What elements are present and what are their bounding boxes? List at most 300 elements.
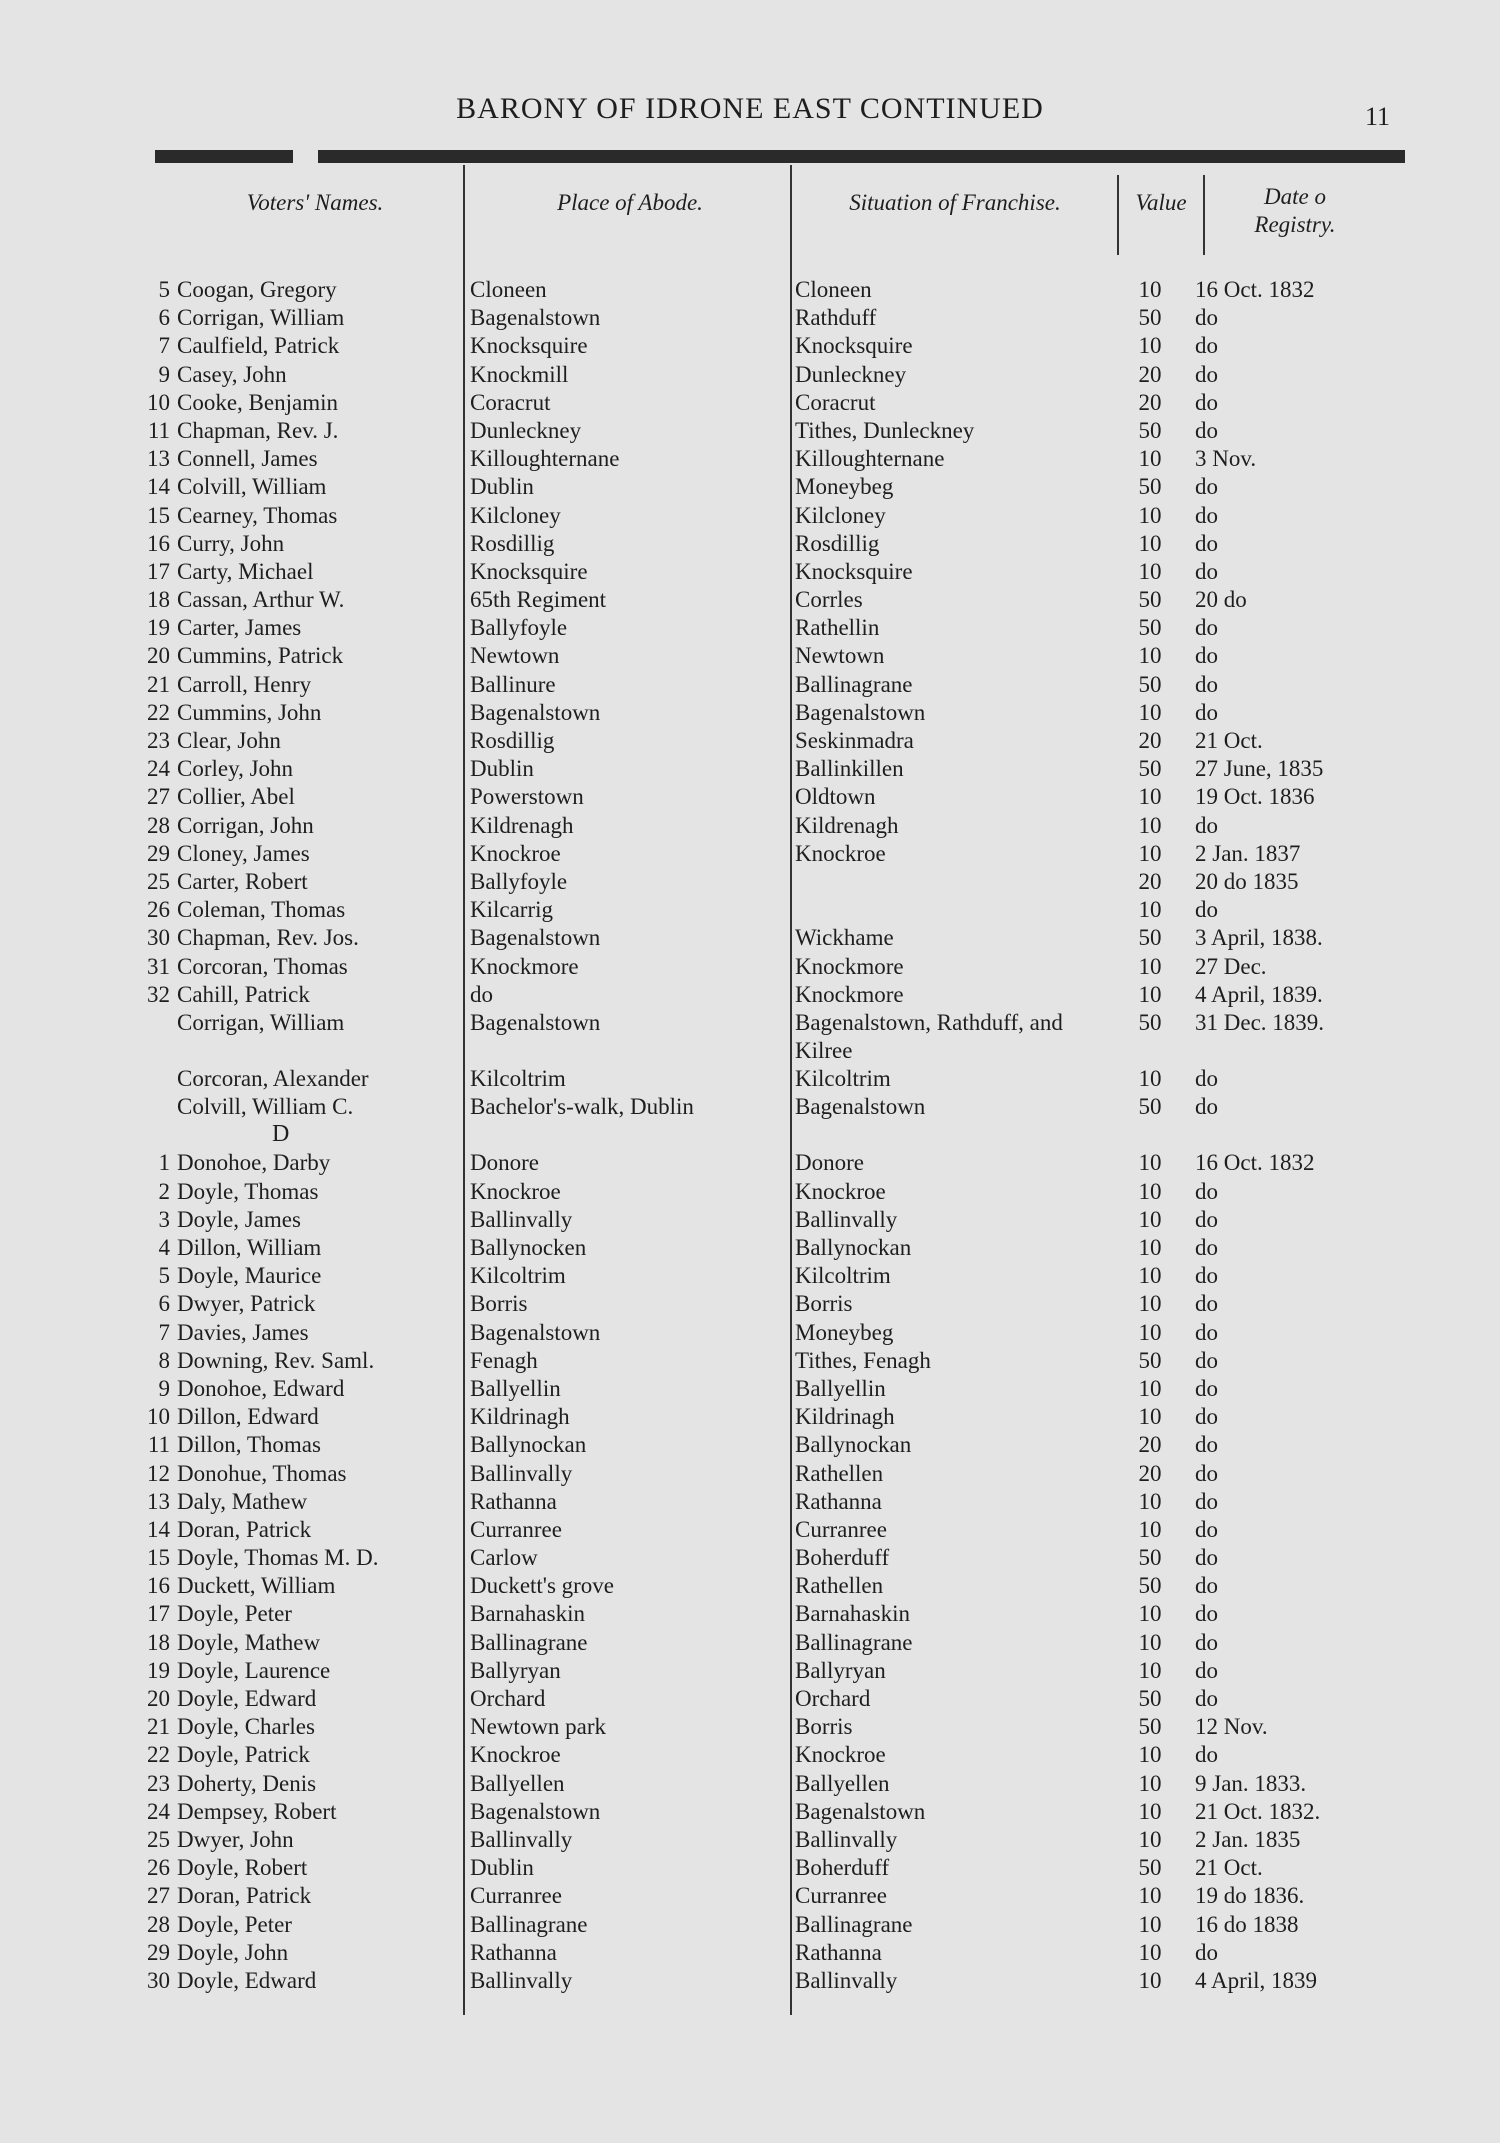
voter-name: Corrigan, John <box>177 812 314 838</box>
place-of-abode: 65th Regiment <box>470 587 607 613</box>
date-of-registry: do <box>1195 530 1218 556</box>
franchise-value: 10 <box>1138 897 1162 923</box>
date-of-registry: do <box>1195 1206 1218 1232</box>
situation-of-franchise: Rathanna <box>795 1939 882 1965</box>
place-of-abode: Knockroe <box>470 1178 561 1204</box>
place-of-abode: Rathanna <box>470 1939 557 1965</box>
header-date-line1: Date o <box>1264 184 1326 209</box>
place-of-abode: Ballinvally <box>470 1460 573 1486</box>
voter-name: Colvill, William <box>177 474 327 500</box>
franchise-value: 50 <box>1138 1094 1162 1120</box>
situation-of-franchise: Ballinvally <box>795 1206 898 1232</box>
voter-name: Colvill, William C. <box>177 1094 354 1120</box>
franchise-value: 10 <box>1138 1178 1162 1204</box>
date-of-registry: do <box>1195 1686 1218 1711</box>
voter-name: Casey, John <box>177 361 287 387</box>
date-of-registry: do <box>1195 1404 1218 1430</box>
place-of-abode: Ballinagrane <box>470 1911 588 1937</box>
place-of-abode: Dublin <box>470 474 534 500</box>
franchise-value: 20 <box>1138 361 1162 387</box>
table-row <box>0 783 1500 811</box>
voter-name: Doyle, Maurice <box>177 1263 322 1289</box>
table-row <box>0 1741 1500 1769</box>
franchise-value: 20 <box>1138 868 1162 894</box>
franchise-value: 50 <box>1138 474 1162 500</box>
table-row <box>0 953 1500 981</box>
place-of-abode: Knockmore <box>470 953 579 979</box>
voter-name: Carter, Robert <box>177 868 308 894</box>
situation-of-franchise: Kildrenagh <box>795 812 899 838</box>
table-row <box>0 755 1500 783</box>
place-of-abode: Ballyryan <box>470 1657 561 1683</box>
situation-of-franchise: Ballinagrane <box>795 671 913 697</box>
place-of-abode: Rathanna <box>470 1488 557 1514</box>
voter-number: 8 <box>158 1347 170 1373</box>
situation-of-franchise: Knockmore <box>795 953 904 979</box>
place-of-abode: Bagenalstown <box>470 1009 601 1035</box>
voter-number: 6 <box>158 1291 170 1317</box>
table-row <box>0 812 1500 840</box>
franchise-value: 10 <box>1138 1770 1162 1796</box>
voter-name: Doyle, Mathew <box>177 1629 321 1655</box>
place-of-abode: Kildrinagh <box>470 1404 570 1430</box>
table-row <box>0 1319 1500 1347</box>
table-row <box>0 502 1500 530</box>
situation-of-franchise: Rosdillig <box>795 530 880 556</box>
table-row <box>0 699 1500 727</box>
situation-of-franchise: Kilcoltrim <box>795 1065 891 1091</box>
voter-number: 18 <box>147 1629 170 1655</box>
section-c-rows <box>0 276 1500 1121</box>
page-number: 11 <box>1365 102 1391 131</box>
table-row <box>0 304 1500 332</box>
franchise-value: 10 <box>1138 1206 1162 1232</box>
date-of-registry: do <box>1195 1432 1218 1458</box>
date-of-registry: 27 June, 1835 <box>1195 756 1324 782</box>
voter-number: 19 <box>147 615 170 641</box>
place-of-abode: Kilcoltrim <box>470 1065 566 1091</box>
voter-number: 14 <box>147 474 170 500</box>
voter-number: 6 <box>158 305 170 331</box>
table-row <box>0 1065 1500 1093</box>
franchise-value: 10 <box>1138 812 1162 838</box>
voter-name: Downing, Rev. Saml. <box>177 1347 375 1373</box>
voter-number: 29 <box>147 1939 170 1965</box>
table-row <box>0 1093 1500 1121</box>
voter-name: Caulfield, Patrick <box>177 333 340 359</box>
date-of-registry: do <box>1195 1460 1218 1486</box>
franchise-value: 10 <box>1138 784 1162 810</box>
franchise-value: 10 <box>1138 840 1162 866</box>
voter-number: 22 <box>147 1742 170 1768</box>
franchise-value: 10 <box>1138 1291 1162 1317</box>
date-of-registry: do <box>1195 812 1218 838</box>
table-row <box>0 1460 1500 1488</box>
voter-number: 24 <box>147 1798 170 1824</box>
voter-number: 23 <box>147 1770 170 1796</box>
table-row <box>0 1009 1500 1065</box>
voter-name: Cummins, John <box>177 699 322 725</box>
voter-name: Dwyer, Patrick <box>177 1291 316 1317</box>
place-of-abode: Bagenalstown <box>470 925 601 951</box>
place-of-abode: Ballyfoyle <box>470 615 568 641</box>
voter-number: 23 <box>147 728 170 753</box>
situation-of-franchise: Bagenalstown <box>795 1094 926 1120</box>
table-row <box>0 1967 1500 1995</box>
date-of-registry: 16 do 1838 <box>1195 1911 1299 1937</box>
voter-number: 26 <box>147 897 170 923</box>
franchise-value: 10 <box>1138 953 1162 979</box>
place-of-abode: Ballinvally <box>470 1967 573 1993</box>
franchise-value: 10 <box>1138 1826 1162 1852</box>
header-value: Value <box>1135 190 1187 215</box>
voter-number: 26 <box>147 1855 170 1881</box>
table-row <box>0 1403 1500 1431</box>
franchise-value: 10 <box>1138 1967 1162 1993</box>
place-of-abode: Curranree <box>470 1883 562 1909</box>
table-row <box>0 1882 1500 1910</box>
voter-name: Cooke, Benjamin <box>177 389 338 415</box>
header-voters-names: Voters' Names. <box>246 190 384 215</box>
voter-name: Doyle, Laurence <box>177 1657 331 1683</box>
date-of-registry: 19 Oct. 1836 <box>1195 784 1315 810</box>
voter-name: Cearney, Thomas <box>177 502 338 528</box>
table-row <box>0 840 1500 868</box>
voter-name: Chapman, Rev. J. <box>177 417 339 443</box>
voter-number: 10 <box>147 389 170 415</box>
situation-of-franchise: Curranree <box>795 1883 887 1909</box>
franchise-value: 50 <box>1138 1686 1162 1711</box>
place-of-abode: Knockroe <box>470 840 561 866</box>
franchise-value: 50 <box>1138 1009 1162 1035</box>
voter-name: Doyle, John <box>177 1939 289 1965</box>
place-of-abode: Rosdillig <box>470 728 555 753</box>
date-of-registry: do <box>1195 1319 1218 1345</box>
date-of-registry: 31 Dec. 1839. <box>1195 1009 1325 1035</box>
table-row <box>0 868 1500 896</box>
table-row <box>0 1431 1500 1459</box>
voter-number: 3 <box>158 1206 170 1232</box>
voter-name: Doherty, Denis <box>177 1770 317 1796</box>
place-of-abode: Ballyellin <box>470 1375 561 1401</box>
voter-name: Dempsey, Robert <box>177 1798 337 1824</box>
voter-number: 28 <box>147 812 170 838</box>
situation-of-franchise: Knockroe <box>795 1742 886 1768</box>
place-of-abode: Knockmill <box>470 361 569 387</box>
franchise-value: 10 <box>1138 558 1162 584</box>
franchise-value: 10 <box>1138 530 1162 556</box>
franchise-value: 50 <box>1138 305 1162 331</box>
voter-number: 20 <box>147 1686 170 1711</box>
place-of-abode: Duckett's grove <box>470 1573 615 1599</box>
table-row <box>0 586 1500 614</box>
franchise-value: 10 <box>1138 277 1162 302</box>
voter-name: Cummins, Patrick <box>177 643 344 669</box>
place-of-abode: Rosdillig <box>470 530 555 556</box>
voter-name: Doyle, Thomas <box>177 1178 319 1204</box>
table-row <box>0 1629 1500 1657</box>
place-of-abode: Curranree <box>470 1516 562 1542</box>
date-of-registry: do <box>1195 474 1218 500</box>
voter-number: 5 <box>158 1263 170 1289</box>
table-row <box>0 1713 1500 1741</box>
franchise-value: 50 <box>1138 925 1162 951</box>
date-of-registry: 2 Jan. 1837 <box>1195 840 1301 866</box>
voter-name: Donohue, Thomas <box>177 1460 347 1486</box>
table-row <box>0 1826 1500 1854</box>
section-d-rows <box>0 1149 1500 1995</box>
date-of-registry: do <box>1195 361 1218 387</box>
date-of-registry: do <box>1195 699 1218 725</box>
date-of-registry: do <box>1195 1065 1218 1091</box>
table-row <box>0 614 1500 642</box>
situation-of-franchise: Barnahaskin <box>795 1601 910 1627</box>
place-of-abode: Knocksquire <box>470 333 588 359</box>
date-of-registry: do <box>1195 1347 1218 1373</box>
table-row <box>0 1544 1500 1572</box>
franchise-value: 10 <box>1138 1319 1162 1345</box>
table-row <box>0 671 1500 699</box>
voter-number: 5 <box>158 277 170 302</box>
voter-number: 27 <box>147 1883 170 1909</box>
situation-of-franchise: Bagenalstown <box>795 1798 926 1824</box>
franchise-value: 20 <box>1138 389 1162 415</box>
voter-number: 13 <box>147 446 170 472</box>
voter-name: Doyle, Peter <box>177 1601 292 1627</box>
date-of-registry: do <box>1195 333 1218 359</box>
table-row <box>0 1600 1500 1628</box>
voter-number: 13 <box>147 1488 170 1514</box>
franchise-value: 10 <box>1138 1488 1162 1514</box>
situation-of-franchise: Bagenalstown <box>795 699 926 725</box>
voter-name: Collier, Abel <box>177 784 295 810</box>
voter-name: Cahill, Patrick <box>177 981 310 1007</box>
table-row <box>0 1911 1500 1939</box>
voter-name: Chapman, Rev. Jos. <box>177 925 359 951</box>
date-of-registry: do <box>1195 1601 1218 1627</box>
date-of-registry: do <box>1195 1629 1218 1655</box>
franchise-value: 10 <box>1138 1601 1162 1627</box>
voter-name: Doyle, James <box>177 1206 301 1232</box>
date-of-registry: 19 do 1836. <box>1195 1883 1305 1909</box>
place-of-abode: Ballyfoyle <box>470 868 568 894</box>
situation-of-franchise: Wickhame <box>795 925 894 951</box>
place-of-abode: Ballynocken <box>470 1235 587 1260</box>
place-of-abode: Newtown park <box>470 1714 607 1740</box>
voter-number: 9 <box>158 1375 170 1401</box>
date-of-registry: 21 Oct. <box>1195 1855 1263 1881</box>
voter-name: Corrigan, William <box>177 305 345 331</box>
situation-of-franchise: Curranree <box>795 1516 887 1542</box>
date-of-registry: do <box>1195 897 1218 923</box>
table-row <box>0 1657 1500 1685</box>
voter-number: 11 <box>147 417 170 443</box>
voter-name: Corcoran, Alexander <box>177 1065 369 1091</box>
table-row <box>0 1854 1500 1882</box>
situation-of-franchise: Rathellin <box>795 615 880 641</box>
place-of-abode: Orchard <box>470 1686 546 1711</box>
situation-of-franchise: Oldtown <box>795 784 876 810</box>
voter-name: Cloney, James <box>177 840 310 866</box>
voter-name: Davies, James <box>177 1319 309 1345</box>
place-of-abode: Bachelor's-walk, Dublin <box>470 1094 694 1120</box>
franchise-value: 50 <box>1138 615 1162 641</box>
voter-number: 17 <box>147 558 170 584</box>
voter-number: 21 <box>147 671 170 697</box>
franchise-value: 50 <box>1138 756 1162 782</box>
table-row <box>0 981 1500 1009</box>
date-of-registry: do <box>1195 1939 1218 1965</box>
place-of-abode: Knockroe <box>470 1742 561 1768</box>
date-of-registry: do <box>1195 1545 1218 1571</box>
situation-of-franchise: Knockroe <box>795 1178 886 1204</box>
voter-number: 32 <box>147 981 170 1007</box>
situation-of-franchise: Tithes, Fenagh <box>795 1347 931 1373</box>
voter-number: 25 <box>147 868 170 894</box>
voter-number: 7 <box>158 1319 170 1345</box>
voter-name: Coogan, Gregory <box>177 277 337 302</box>
date-of-registry: do <box>1195 1094 1218 1120</box>
table-row <box>0 1347 1500 1375</box>
header-date-of-registry <box>1210 183 1380 239</box>
place-of-abode: Ballinvally <box>470 1826 573 1852</box>
date-of-registry: do <box>1195 502 1218 528</box>
date-of-registry: do <box>1195 643 1218 669</box>
place-of-abode: Coracrut <box>470 389 551 415</box>
place-of-abode: Ballyellen <box>470 1770 565 1796</box>
voter-number: 28 <box>147 1911 170 1937</box>
table-row <box>0 1770 1500 1798</box>
section-letter-row <box>0 1121 1500 1149</box>
date-of-registry: do <box>1195 615 1218 641</box>
place-of-abode: Dunleckney <box>470 417 582 443</box>
voter-number: 22 <box>147 699 170 725</box>
voter-name: Carty, Michael <box>177 558 314 584</box>
table-row <box>0 332 1500 360</box>
table-row <box>0 389 1500 417</box>
place-of-abode: Borris <box>470 1291 528 1317</box>
table-row <box>0 1262 1500 1290</box>
voter-name: Donohoe, Darby <box>177 1150 331 1176</box>
situation-of-franchise: Borris <box>795 1291 853 1317</box>
situation-of-franchise: Ballinvally <box>795 1826 898 1852</box>
voter-number: 10 <box>147 1404 170 1430</box>
situation-of-franchise: Ballynockan <box>795 1432 912 1458</box>
table-row <box>0 558 1500 586</box>
voter-name: Doyle, Thomas M. D. <box>177 1545 379 1571</box>
voter-name: Connell, James <box>177 446 318 472</box>
franchise-value: 10 <box>1138 699 1162 725</box>
voter-name: Cassan, Arthur W. <box>177 587 345 613</box>
voter-name: Clear, John <box>177 728 281 753</box>
table-row <box>0 1798 1500 1826</box>
table-row <box>0 361 1500 389</box>
place-of-abode: Kilcarrig <box>470 897 554 923</box>
situation-of-franchise: Knocksquire <box>795 333 913 359</box>
voter-name: Doyle, Charles <box>177 1714 315 1740</box>
situation-of-franchise: Rathellen <box>795 1573 884 1599</box>
situation-of-franchise: Seskinmadra <box>795 728 914 753</box>
situation-of-franchise: Ballinkillen <box>795 756 904 782</box>
situation-of-franchise: Corrles <box>795 587 863 613</box>
place-of-abode: Knocksquire <box>470 558 588 584</box>
table-row <box>0 1685 1500 1713</box>
table-row <box>0 417 1500 445</box>
franchise-value: 10 <box>1138 981 1162 1007</box>
situation-of-franchise: Bagenalstown, Rathduff, and Kilree <box>795 1009 1063 1063</box>
voter-number: 17 <box>147 1601 170 1627</box>
franchise-value: 10 <box>1138 1065 1162 1091</box>
date-of-registry: 3 Nov. <box>1195 446 1257 472</box>
situation-of-franchise: Ballyellin <box>795 1375 886 1401</box>
voter-number: 19 <box>147 1657 170 1683</box>
franchise-value: 10 <box>1138 1263 1162 1289</box>
voter-number: 31 <box>147 953 170 979</box>
place-of-abode: Killoughternane <box>470 446 620 472</box>
franchise-value: 50 <box>1138 671 1162 697</box>
table-row <box>0 1234 1500 1262</box>
place-of-abode: Bagenalstown <box>470 1319 601 1345</box>
date-of-registry: 16 Oct. 1832 <box>1195 1150 1315 1176</box>
voter-name: Corrigan, William <box>177 1009 345 1035</box>
date-of-registry: 20 do 1835 <box>1195 868 1299 894</box>
place-of-abode: Bagenalstown <box>470 1798 601 1824</box>
date-of-registry: do <box>1195 1488 1218 1514</box>
franchise-value: 50 <box>1138 1545 1162 1571</box>
voter-name: Doyle, Peter <box>177 1911 292 1937</box>
franchise-value: 50 <box>1138 1347 1162 1373</box>
situation-of-franchise: Killoughternane <box>795 446 945 472</box>
date-of-registry: do <box>1195 558 1218 584</box>
voter-number: 7 <box>158 333 170 359</box>
voter-number: 25 <box>147 1826 170 1852</box>
table-row <box>0 445 1500 473</box>
table-row <box>0 530 1500 558</box>
header-rule-short <box>155 150 293 163</box>
table-row <box>0 642 1500 670</box>
place-of-abode: Cloneen <box>470 277 547 302</box>
franchise-value: 50 <box>1138 587 1162 613</box>
table-row <box>0 1375 1500 1403</box>
column-divider <box>1117 175 1119 255</box>
place-of-abode: Kildrenagh <box>470 812 574 838</box>
situation-of-franchise: Knockmore <box>795 981 904 1007</box>
date-of-registry: 2 Jan. 1835 <box>1195 1826 1301 1852</box>
franchise-value: 10 <box>1138 1742 1162 1768</box>
situation-of-franchise: Rathellen <box>795 1460 884 1486</box>
table-row <box>0 896 1500 924</box>
place-of-abode: Donore <box>470 1150 539 1176</box>
table-row <box>0 1516 1500 1544</box>
voter-name: Dillon, William <box>177 1235 322 1260</box>
situation-of-franchise: Dunleckney <box>795 361 907 387</box>
voter-name: Coleman, Thomas <box>177 897 346 923</box>
column-divider <box>1203 175 1205 255</box>
table-row <box>0 924 1500 952</box>
franchise-value: 10 <box>1138 1657 1162 1683</box>
place-of-abode: Bagenalstown <box>470 305 601 331</box>
place-of-abode: Kilcoltrim <box>470 1263 566 1289</box>
franchise-value: 10 <box>1138 1939 1162 1965</box>
situation-of-franchise: Orchard <box>795 1686 871 1711</box>
franchise-value: 50 <box>1138 1573 1162 1599</box>
voter-number: 29 <box>147 840 170 866</box>
situation-of-franchise: Ballinagrane <box>795 1629 913 1655</box>
date-of-registry: do <box>1195 671 1218 697</box>
situation-of-franchise: Donore <box>795 1150 864 1176</box>
voter-number: 12 <box>147 1460 170 1486</box>
situation-of-franchise: Ballynockan <box>795 1235 912 1260</box>
